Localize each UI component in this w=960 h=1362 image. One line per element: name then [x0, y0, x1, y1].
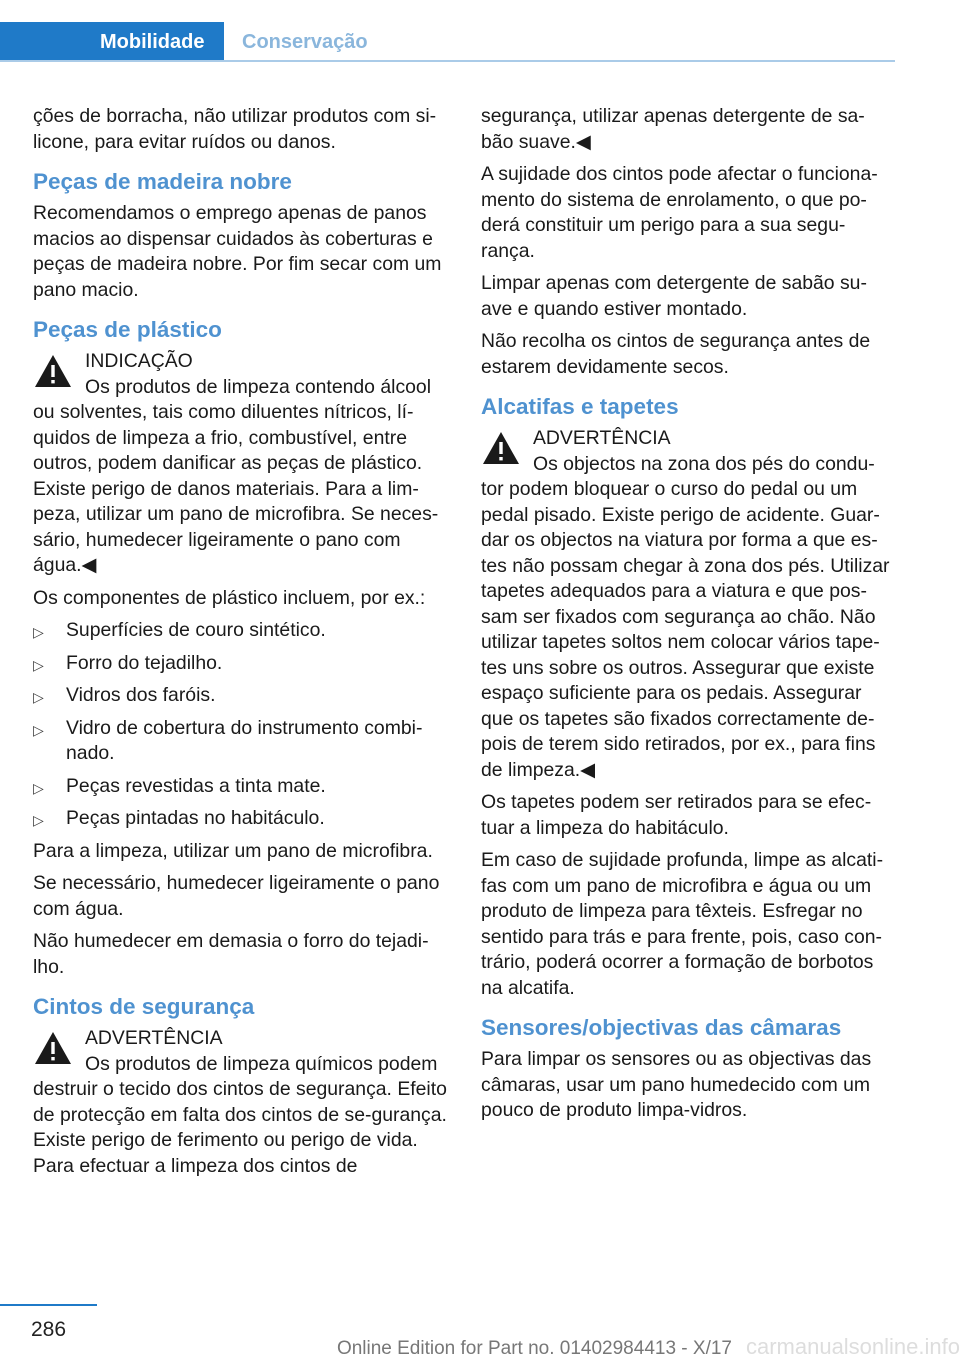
paragraph: Para limpar os sensores ou as objectivas das câmaras, usar um pano humedecido com um pouco de produto limpa-vidros.: [481, 1048, 872, 1121]
list-item: ▷ Peças revestidas a tinta mate.: [33, 774, 449, 800]
bullet-triangle-icon: ▷: [33, 689, 44, 705]
paragraph: Os tapetes podem ser retirados para se efec-tuar a limpeza do habitáculo.: [481, 791, 872, 839]
warning-box: [481, 426, 897, 783]
list-item: ▷ Superfícies de couro sintético.: [33, 618, 449, 644]
tab-mobilidade[interactable]: [0, 22, 224, 62]
list-item: ▷ Peças pintadas no habitáculo.: [33, 806, 449, 832]
warning-text: Os produtos de limpeza químicos podem destruir o tecido dos cintos de segurança. Efeito de protecção em falta dos cintos de se-gurança. Existe perigo de ferimento ou perigo de vida. Para efectuar a limpeza dos cintos de: [33, 1052, 447, 1177]
bullet-triangle-icon: ▷: [33, 656, 44, 673]
edition-footer: Online Edition for Part no. 01402984413 - X/17: [336, 1338, 732, 1359]
bullet-triangle-icon: ▷: [33, 812, 44, 828]
tab-mobilidade-label: Mobilidade: [100, 31, 205, 53]
bullet-triangle-icon: ▷: [33, 721, 44, 738]
notice-box: [33, 349, 449, 579]
paragraph: Limpar apenas com detergente de sabão su-ave e quando estiver montado.: [481, 272, 867, 320]
list-item: ▷ Vidros dos faróis.: [33, 683, 449, 709]
paragraph: A sujidade dos cintos pode afectar o funciona-mento do sistema de enrolamento, o que po-derá constituir um perigo para a sua segu-rança.: [481, 163, 878, 262]
warning-triangle-icon: [33, 1030, 73, 1066]
page-number-rule: [0, 1304, 97, 1306]
paragraph: Não recolha os cintos de segurança antes de estarem devidamente secos.: [481, 330, 871, 378]
bullet-triangle-icon: ▷: [33, 779, 44, 796]
tab-divider: [0, 60, 895, 62]
right-column: [481, 104, 897, 1131]
paragraph: Para a limpeza, utilizar um pano de microfibra.: [33, 839, 433, 862]
paragraph: Recomendamos o emprego apenas de panos macios ao dispensar cuidados às coberturas e peças de madeira nobre. Por fim secar com um pano macio.: [33, 202, 442, 301]
tab-conservacao[interactable]: Conservação: [242, 31, 368, 53]
bullet-triangle-icon: ▷: [33, 624, 44, 640]
warning-triangle-icon: [481, 430, 521, 466]
notice-text: Os produtos de limpeza contendo álcool ou solventes, tais como diluentes nítricos, lí-quidos de limpeza a frio, combustível, entre outros, podem danificar as peças de plástico. Existe perigo de danos materiais. Para a lim-peza, utilizar um pano de microfibra. Se neces-sário, humedecer ligeiramente o pano com água.◀: [33, 375, 439, 576]
warning-box: [33, 1026, 449, 1179]
section-heading: Sensores/objectivas das câmaras: [481, 1015, 842, 1040]
warning-triangle-icon: [33, 353, 73, 389]
page-number: 286: [30, 1318, 67, 1341]
paragraph: Se necessário, humedecer ligeiramente o pano com água.: [33, 872, 440, 920]
section-heading: Alcatifas e tapetes: [481, 394, 679, 419]
paragraph: Não humedecer em demasia o forro do tejadi-lho.: [33, 930, 429, 978]
section-heading: Cintos de segurança: [33, 994, 255, 1019]
list-item: ▷ Forro do tejadilho.: [33, 651, 449, 677]
warning-title: ADVERTÊNCIA: [85, 1027, 223, 1049]
paragraph: Em caso de sujidade profunda, limpe as alcati-fas com um pano de microfibra e água ou um produto de limpeza para têxteis. Esfregar no sentido para trás e para frente, pois, caso con-trário, poderá ocorrer a formação de borbotos na alcatifa.: [481, 849, 884, 999]
list-item: ▷ Vidro de cobertura do instrumento combi-nado.: [33, 716, 423, 764]
section-heading: Peças de madeira nobre: [33, 169, 292, 194]
paragraph: segurança, utilizar apenas detergente de sa-bão suave.◀: [481, 105, 865, 153]
section-heading: Peças de plástico: [33, 317, 222, 342]
watermark: carmanualsonline.info: [745, 1334, 960, 1359]
warning-text: Os objectos na zona dos pés do condu-tor podem bloquear o curso do pedal ou um pedal pisado. Existe perigo de acidente. Guar-dar os objectos na viatura por forma a que es-tes não possam chegar à zona dos pés. Utilizar tapetes adequados para a viatura e que pos-sam ser fixados com segurança ao chão. Não utilizar tapetes soltos nem colocar vários tape-tes uns sobre os outros. Assegurar que existe espaço suficiente para os pedais. Assegurar que os tapetes são fixados correctamente de-pois de terem sido retirados, por ex., para fins de limpeza.◀: [481, 452, 890, 781]
paragraph: Os componentes de plástico incluem, por ex.:: [33, 586, 426, 609]
notice-title: INDICAÇÃO: [85, 350, 193, 372]
left-column: [33, 104, 449, 1186]
paragraph: ções de borracha, não utilizar produtos com si-licone, para evitar ruídos ou danos.: [33, 105, 437, 153]
warning-title: ADVERTÊNCIA: [533, 427, 671, 449]
plastic-parts-list: [33, 618, 449, 832]
